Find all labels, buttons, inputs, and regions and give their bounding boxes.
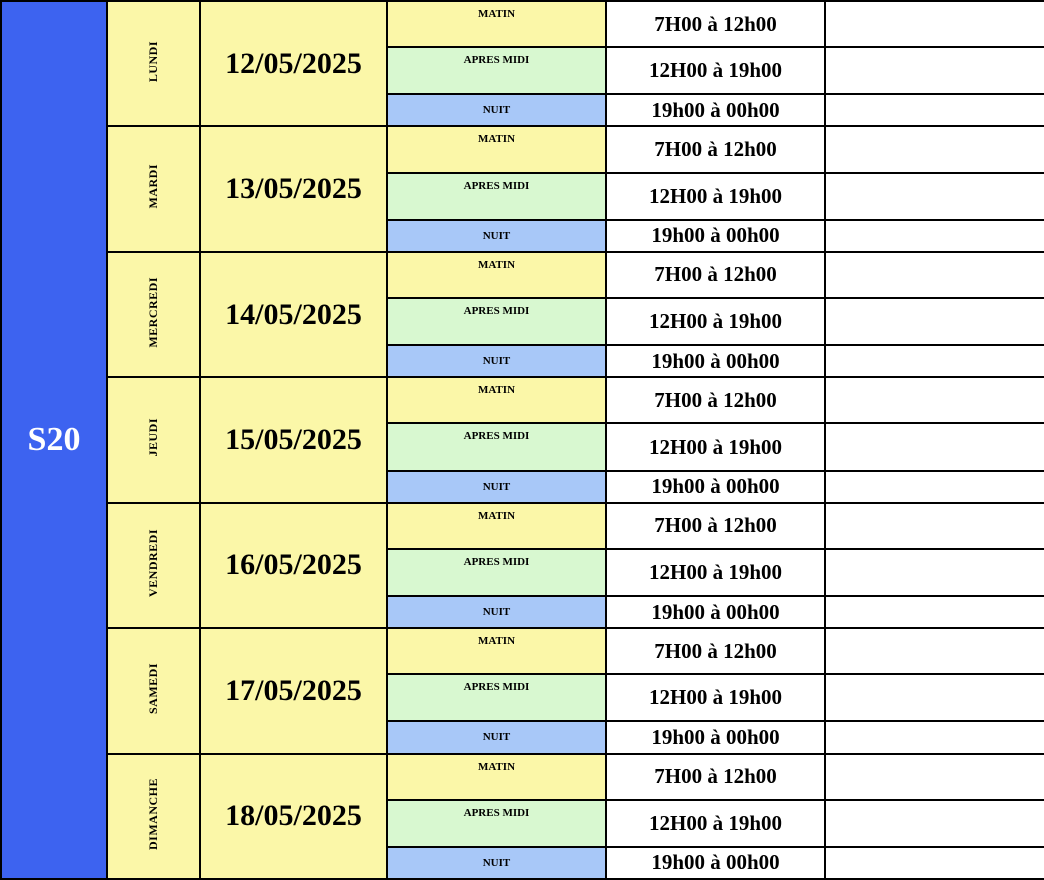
day-date: 16/05/2025 — [200, 503, 387, 628]
shift-label-matin: MATIN — [387, 628, 606, 674]
shift-label-apres-midi: APRES MIDI — [387, 674, 606, 721]
shift-hours-nuit: 19h00 à 00h00 — [606, 94, 825, 126]
schedule-row — [1, 377, 1044, 423]
empty-cell[interactable] — [825, 549, 1044, 596]
empty-cell[interactable] — [825, 754, 1044, 800]
shift-hours-nuit: 19h00 à 00h00 — [606, 596, 825, 628]
day-name: MERCREDI — [146, 276, 160, 348]
shift-label-matin: MATIN — [387, 754, 606, 800]
day-name-cell — [107, 377, 200, 502]
shift-label-matin: MATIN — [387, 1, 606, 47]
shift-label-matin: MATIN — [387, 252, 606, 298]
empty-cell[interactable] — [825, 674, 1044, 721]
day-name-cell — [107, 754, 200, 879]
shift-hours-apres-midi: 12H00 à 19h00 — [606, 47, 825, 94]
day-name: SAMEDI — [146, 662, 160, 714]
shift-label-apres-midi: APRES MIDI — [387, 800, 606, 847]
shift-label-apres-midi: APRES MIDI — [387, 47, 606, 94]
shift-hours-nuit: 19h00 à 00h00 — [606, 471, 825, 503]
day-date: 17/05/2025 — [200, 628, 387, 753]
week-label: S20 — [1, 1, 107, 879]
shift-label-matin: MATIN — [387, 126, 606, 172]
day-name: LUNDI — [146, 40, 160, 82]
shift-hours-matin: 7H00 à 12h00 — [606, 377, 825, 423]
shift-hours-matin: 7H00 à 12h00 — [606, 503, 825, 549]
shift-label-nuit: NUIT — [387, 345, 606, 377]
schedule-row — [1, 1, 1044, 47]
day-date: 14/05/2025 — [200, 252, 387, 377]
schedule-row — [1, 126, 1044, 172]
empty-cell[interactable] — [825, 47, 1044, 94]
shift-hours-matin: 7H00 à 12h00 — [606, 126, 825, 172]
day-date: 12/05/2025 — [200, 1, 387, 126]
shift-label-nuit: NUIT — [387, 471, 606, 503]
empty-cell[interactable] — [825, 596, 1044, 628]
schedule-body — [1, 1, 1044, 879]
empty-cell[interactable] — [825, 173, 1044, 220]
schedule-row — [1, 628, 1044, 674]
day-name: JEUDI — [146, 418, 160, 457]
day-name-cell — [107, 126, 200, 251]
day-name-cell — [107, 252, 200, 377]
shift-hours-matin: 7H00 à 12h00 — [606, 252, 825, 298]
shift-hours-matin: 7H00 à 12h00 — [606, 628, 825, 674]
shift-label-nuit: NUIT — [387, 596, 606, 628]
empty-cell[interactable] — [825, 94, 1044, 126]
shift-hours-apres-midi: 12H00 à 19h00 — [606, 173, 825, 220]
empty-cell[interactable] — [825, 423, 1044, 470]
shift-label-apres-midi: APRES MIDI — [387, 298, 606, 345]
schedule-row — [1, 252, 1044, 298]
day-name-cell — [107, 503, 200, 628]
shift-label-nuit: NUIT — [387, 847, 606, 879]
empty-cell[interactable] — [825, 220, 1044, 252]
empty-cell[interactable] — [825, 503, 1044, 549]
empty-cell[interactable] — [825, 126, 1044, 172]
schedule-row — [1, 503, 1044, 549]
day-name: DIMANCHE — [146, 777, 160, 850]
shift-label-matin: MATIN — [387, 377, 606, 423]
shift-hours-apres-midi: 12H00 à 19h00 — [606, 298, 825, 345]
day-name: VENDREDI — [146, 528, 160, 597]
day-name: MARDI — [146, 164, 160, 209]
shift-hours-apres-midi: 12H00 à 19h00 — [606, 674, 825, 721]
day-date: 15/05/2025 — [200, 377, 387, 502]
shift-label-nuit: NUIT — [387, 220, 606, 252]
day-date: 13/05/2025 — [200, 126, 387, 251]
day-date: 18/05/2025 — [200, 754, 387, 879]
empty-cell[interactable] — [825, 800, 1044, 847]
schedule-row — [1, 754, 1044, 800]
shift-label-apres-midi: APRES MIDI — [387, 549, 606, 596]
shift-label-apres-midi: APRES MIDI — [387, 173, 606, 220]
shift-label-nuit: NUIT — [387, 94, 606, 126]
empty-cell[interactable] — [825, 628, 1044, 674]
shift-hours-matin: 7H00 à 12h00 — [606, 1, 825, 47]
empty-cell[interactable] — [825, 1, 1044, 47]
shift-hours-matin: 7H00 à 12h00 — [606, 754, 825, 800]
empty-cell[interactable] — [825, 345, 1044, 377]
empty-cell[interactable] — [825, 298, 1044, 345]
empty-cell[interactable] — [825, 847, 1044, 879]
empty-cell[interactable] — [825, 252, 1044, 298]
shift-label-apres-midi: APRES MIDI — [387, 423, 606, 470]
shift-hours-apres-midi: 12H00 à 19h00 — [606, 549, 825, 596]
shift-hours-nuit: 19h00 à 00h00 — [606, 345, 825, 377]
shift-hours-nuit: 19h00 à 00h00 — [606, 847, 825, 879]
shift-hours-apres-midi: 12H00 à 19h00 — [606, 423, 825, 470]
shift-hours-apres-midi: 12H00 à 19h00 — [606, 800, 825, 847]
day-name-cell — [107, 628, 200, 753]
empty-cell[interactable] — [825, 721, 1044, 753]
empty-cell[interactable] — [825, 377, 1044, 423]
shift-hours-nuit: 19h00 à 00h00 — [606, 220, 825, 252]
shift-hours-nuit: 19h00 à 00h00 — [606, 721, 825, 753]
shift-label-matin: MATIN — [387, 503, 606, 549]
empty-cell[interactable] — [825, 471, 1044, 503]
shift-label-nuit: NUIT — [387, 721, 606, 753]
day-name-cell — [107, 1, 200, 126]
